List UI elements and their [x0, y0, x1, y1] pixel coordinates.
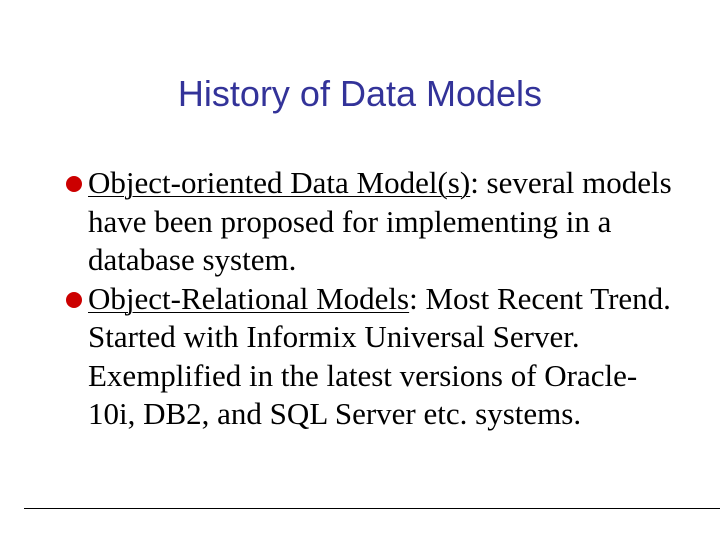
bullet-dot-icon: [66, 292, 82, 308]
bullet-text: : Most Recent Trend. Started with Informix Universal Server. Exemplified in the latest versions of Oracle-10i, DB2, and SQL Server etc. systems.: [88, 280, 671, 431]
bullet-item: [64, 280, 684, 434]
bullet-term: Object-oriented Data Model(s): [88, 165, 471, 200]
bottom-divider: [24, 508, 720, 509]
bullet-list: [64, 164, 684, 434]
slide-title: History of Data Models: [177, 73, 543, 114]
bullet-dot-icon: [66, 176, 82, 192]
bullet-term: Object-Relational Models: [88, 280, 410, 316]
bullet-item: [64, 164, 684, 280]
bullet-text: : several models have been proposed for implementing in a database system.: [88, 165, 672, 277]
